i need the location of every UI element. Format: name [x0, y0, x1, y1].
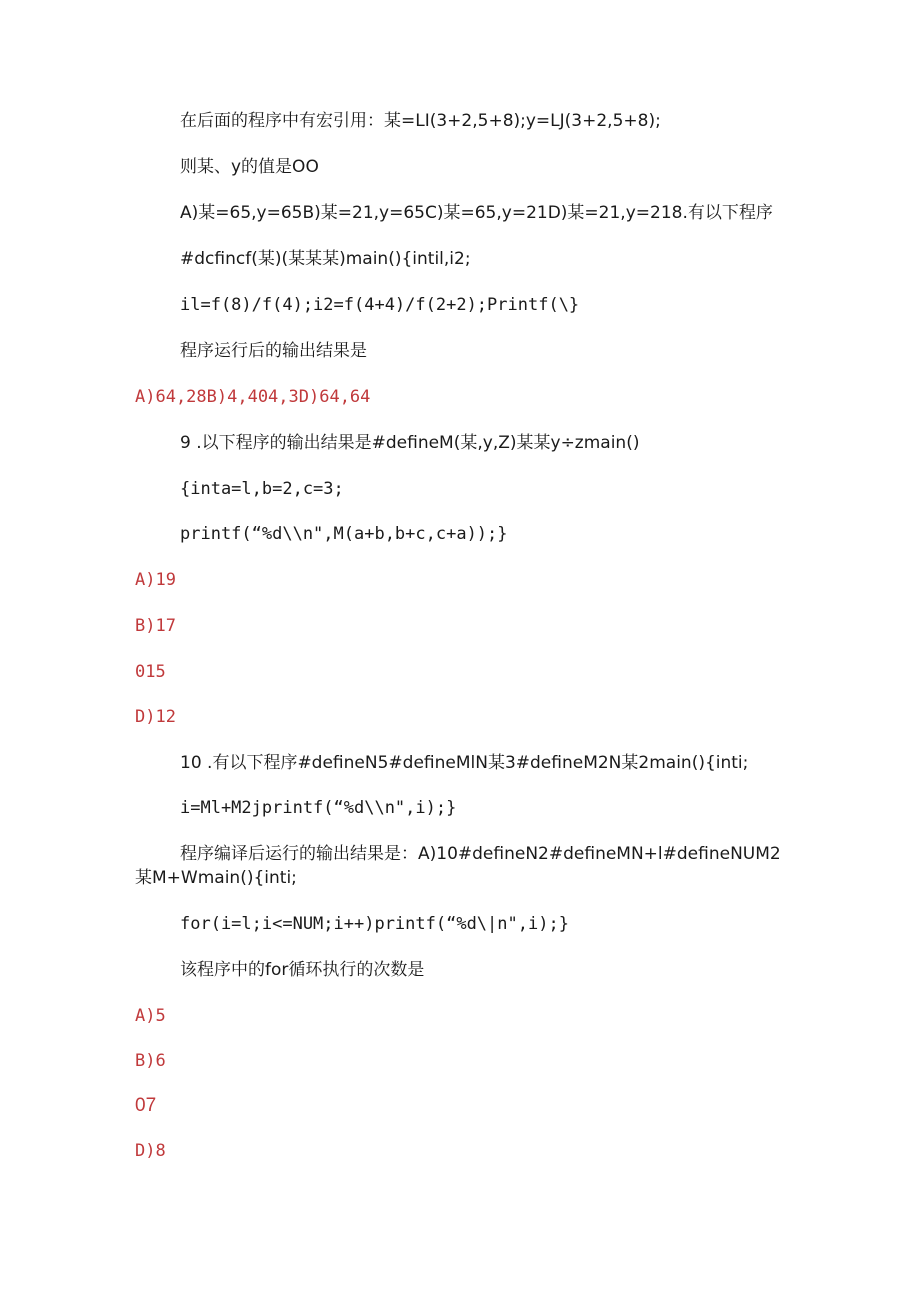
- text-line: 则某、y的值是OO: [180, 157, 319, 177]
- text-line: A)某=65,y=65B)某=21,y=65C)某=65,y=21D)某=21,y=218.有以下程序: [180, 203, 773, 223]
- code-line: #dcfincf(某)(某某某)main(){intil,i2;: [180, 249, 471, 269]
- code-line: il=f(8)/f(4);i2=f(4+4)/f(2+2);Printf(\}: [180, 295, 580, 315]
- text-line: 程序编译后运行的输出结果是：A)10#defineN2#defineMN+l#defineNUM2: [180, 844, 781, 864]
- answer-option: 015: [135, 662, 166, 682]
- text-line: 程序运行后的输出结果是: [180, 341, 367, 361]
- answer-option: 07: [135, 1095, 157, 1116]
- question-line: 9 .以下程序的输出结果是#defineM(某,y,Z)某某y÷zmain(): [180, 433, 640, 453]
- text-line: 在后面的程序中有宏引用：某=LI(3+2,5+8);y=LJ(3+2,5+8);: [180, 111, 661, 131]
- question-line: 10 .有以下程序#defineN5#defineMlN某3#defineM2N某2main(){inti;: [180, 753, 749, 773]
- answer-option: D)12: [135, 707, 176, 727]
- code-line: printf(“%d\\n",M(a+b,b+c,c+a));}: [180, 524, 508, 544]
- answer-option: D)8: [135, 1141, 166, 1161]
- code-line: for(i=l;i<=NUM;i++)printf(“%d\|n",i);}: [180, 914, 569, 934]
- answer-option: A)19: [135, 570, 176, 590]
- answer-option: B)17: [135, 616, 176, 636]
- answer-options: A)64,28B)4,404,3D)64,64: [135, 387, 371, 407]
- answer-option: A)5: [135, 1006, 166, 1026]
- text-line: 该程序中的for循环执行的次数是: [180, 960, 425, 980]
- answer-option: B)6: [135, 1051, 166, 1071]
- code-line: {inta=l,b=2,c=3;: [180, 479, 344, 499]
- code-line: i=Ml+M2jprintf(“%d\\n",i);}: [180, 798, 457, 818]
- code-line: 某M+Wmain(){inti;: [135, 868, 297, 888]
